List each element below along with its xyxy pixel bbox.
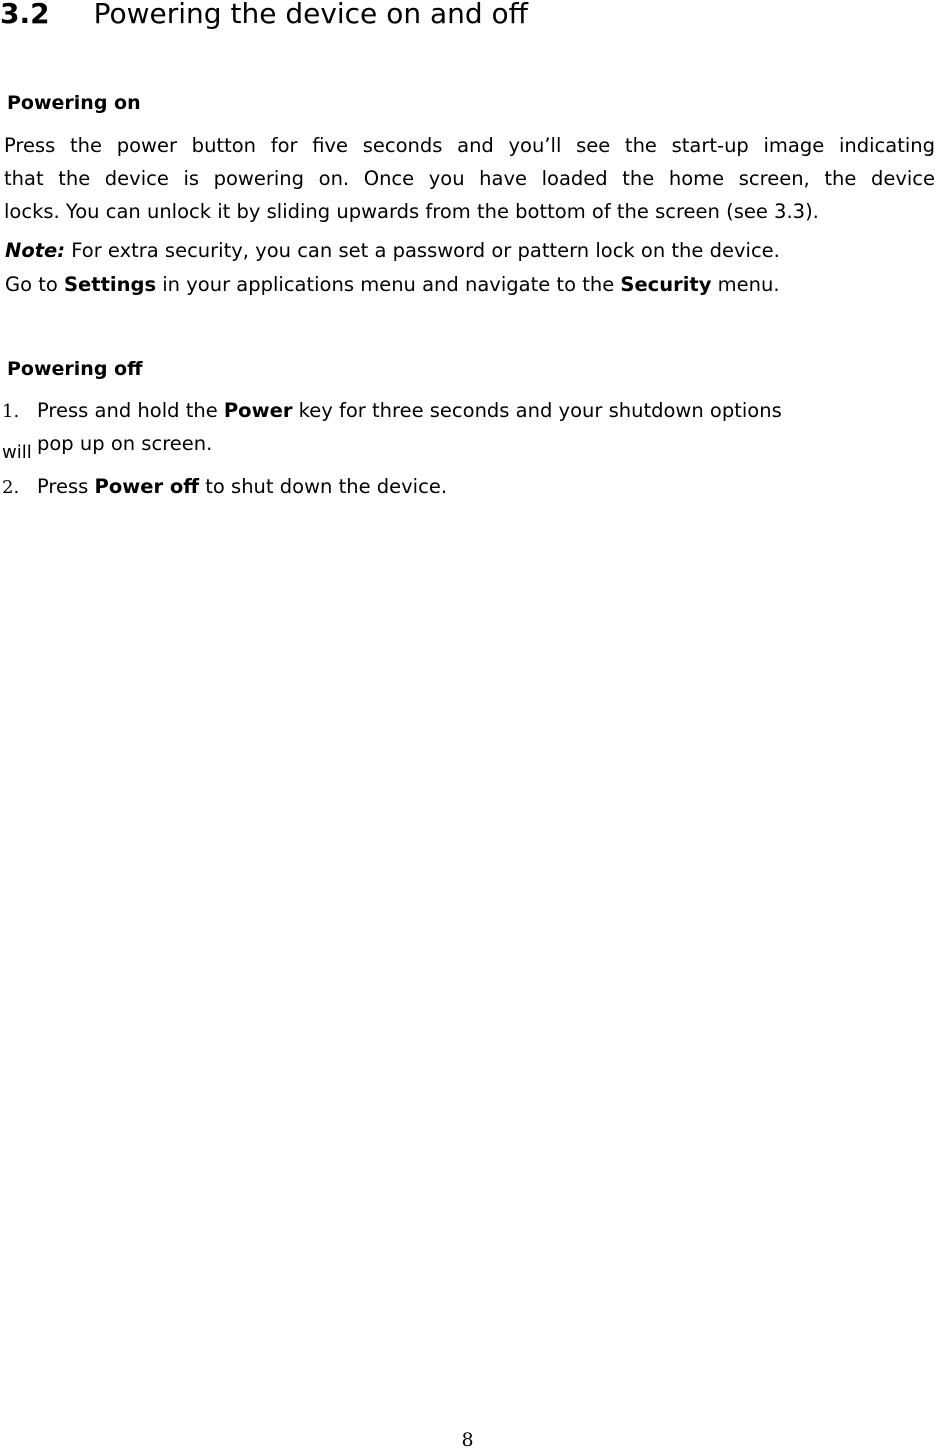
goto-middle: in your applications menu and navigate to the <box>156 273 621 296</box>
page-number: 8 <box>461 1429 474 1451</box>
settings-term: Settings <box>64 273 157 296</box>
powering-on-line-1: Press the power button for five seconds and you’ll see the start-up image indicating <box>4 134 935 157</box>
step-2-prefix: Press <box>37 475 95 498</box>
step-1-text <box>37 394 782 427</box>
note-line <box>5 234 780 267</box>
section-number: 3.2 <box>0 0 50 30</box>
section-title: Powering the device on and off <box>93 0 528 30</box>
step-2-text <box>37 470 447 503</box>
note-text: For extra security, you can set a password or pattern lock on the device. <box>65 239 780 262</box>
power-off-term: Power off <box>94 475 200 498</box>
powering-on-heading: Powering on <box>7 92 141 114</box>
section-heading <box>0 0 528 32</box>
step-1-prefix: Press and hold the <box>37 399 224 422</box>
note-label: Note: <box>5 239 66 262</box>
step-1-suffix: key for three seconds and your shutdown options <box>292 399 782 422</box>
security-term: Security <box>620 273 712 296</box>
step-2-suffix: to shut down the device. <box>199 475 448 498</box>
power-term: Power <box>223 399 293 422</box>
goto-suffix: menu. <box>711 273 780 296</box>
step-2-number: 2. <box>2 477 20 498</box>
powering-off-heading: Powering off <box>7 358 143 380</box>
powering-on-line-3: locks. You can unlock it by sliding upwards from the bottom of the screen (see 3.3). <box>4 200 819 223</box>
step-1-will: will <box>2 442 32 463</box>
step-1-continuation: pop up on screen. <box>37 432 213 455</box>
powering-on-line-2: that the device is powering on. Once you have loaded the home screen, the device <box>4 167 935 190</box>
step-1-number: 1. <box>2 401 20 422</box>
goto-prefix: Go to <box>5 273 65 296</box>
goto-line <box>5 268 780 301</box>
